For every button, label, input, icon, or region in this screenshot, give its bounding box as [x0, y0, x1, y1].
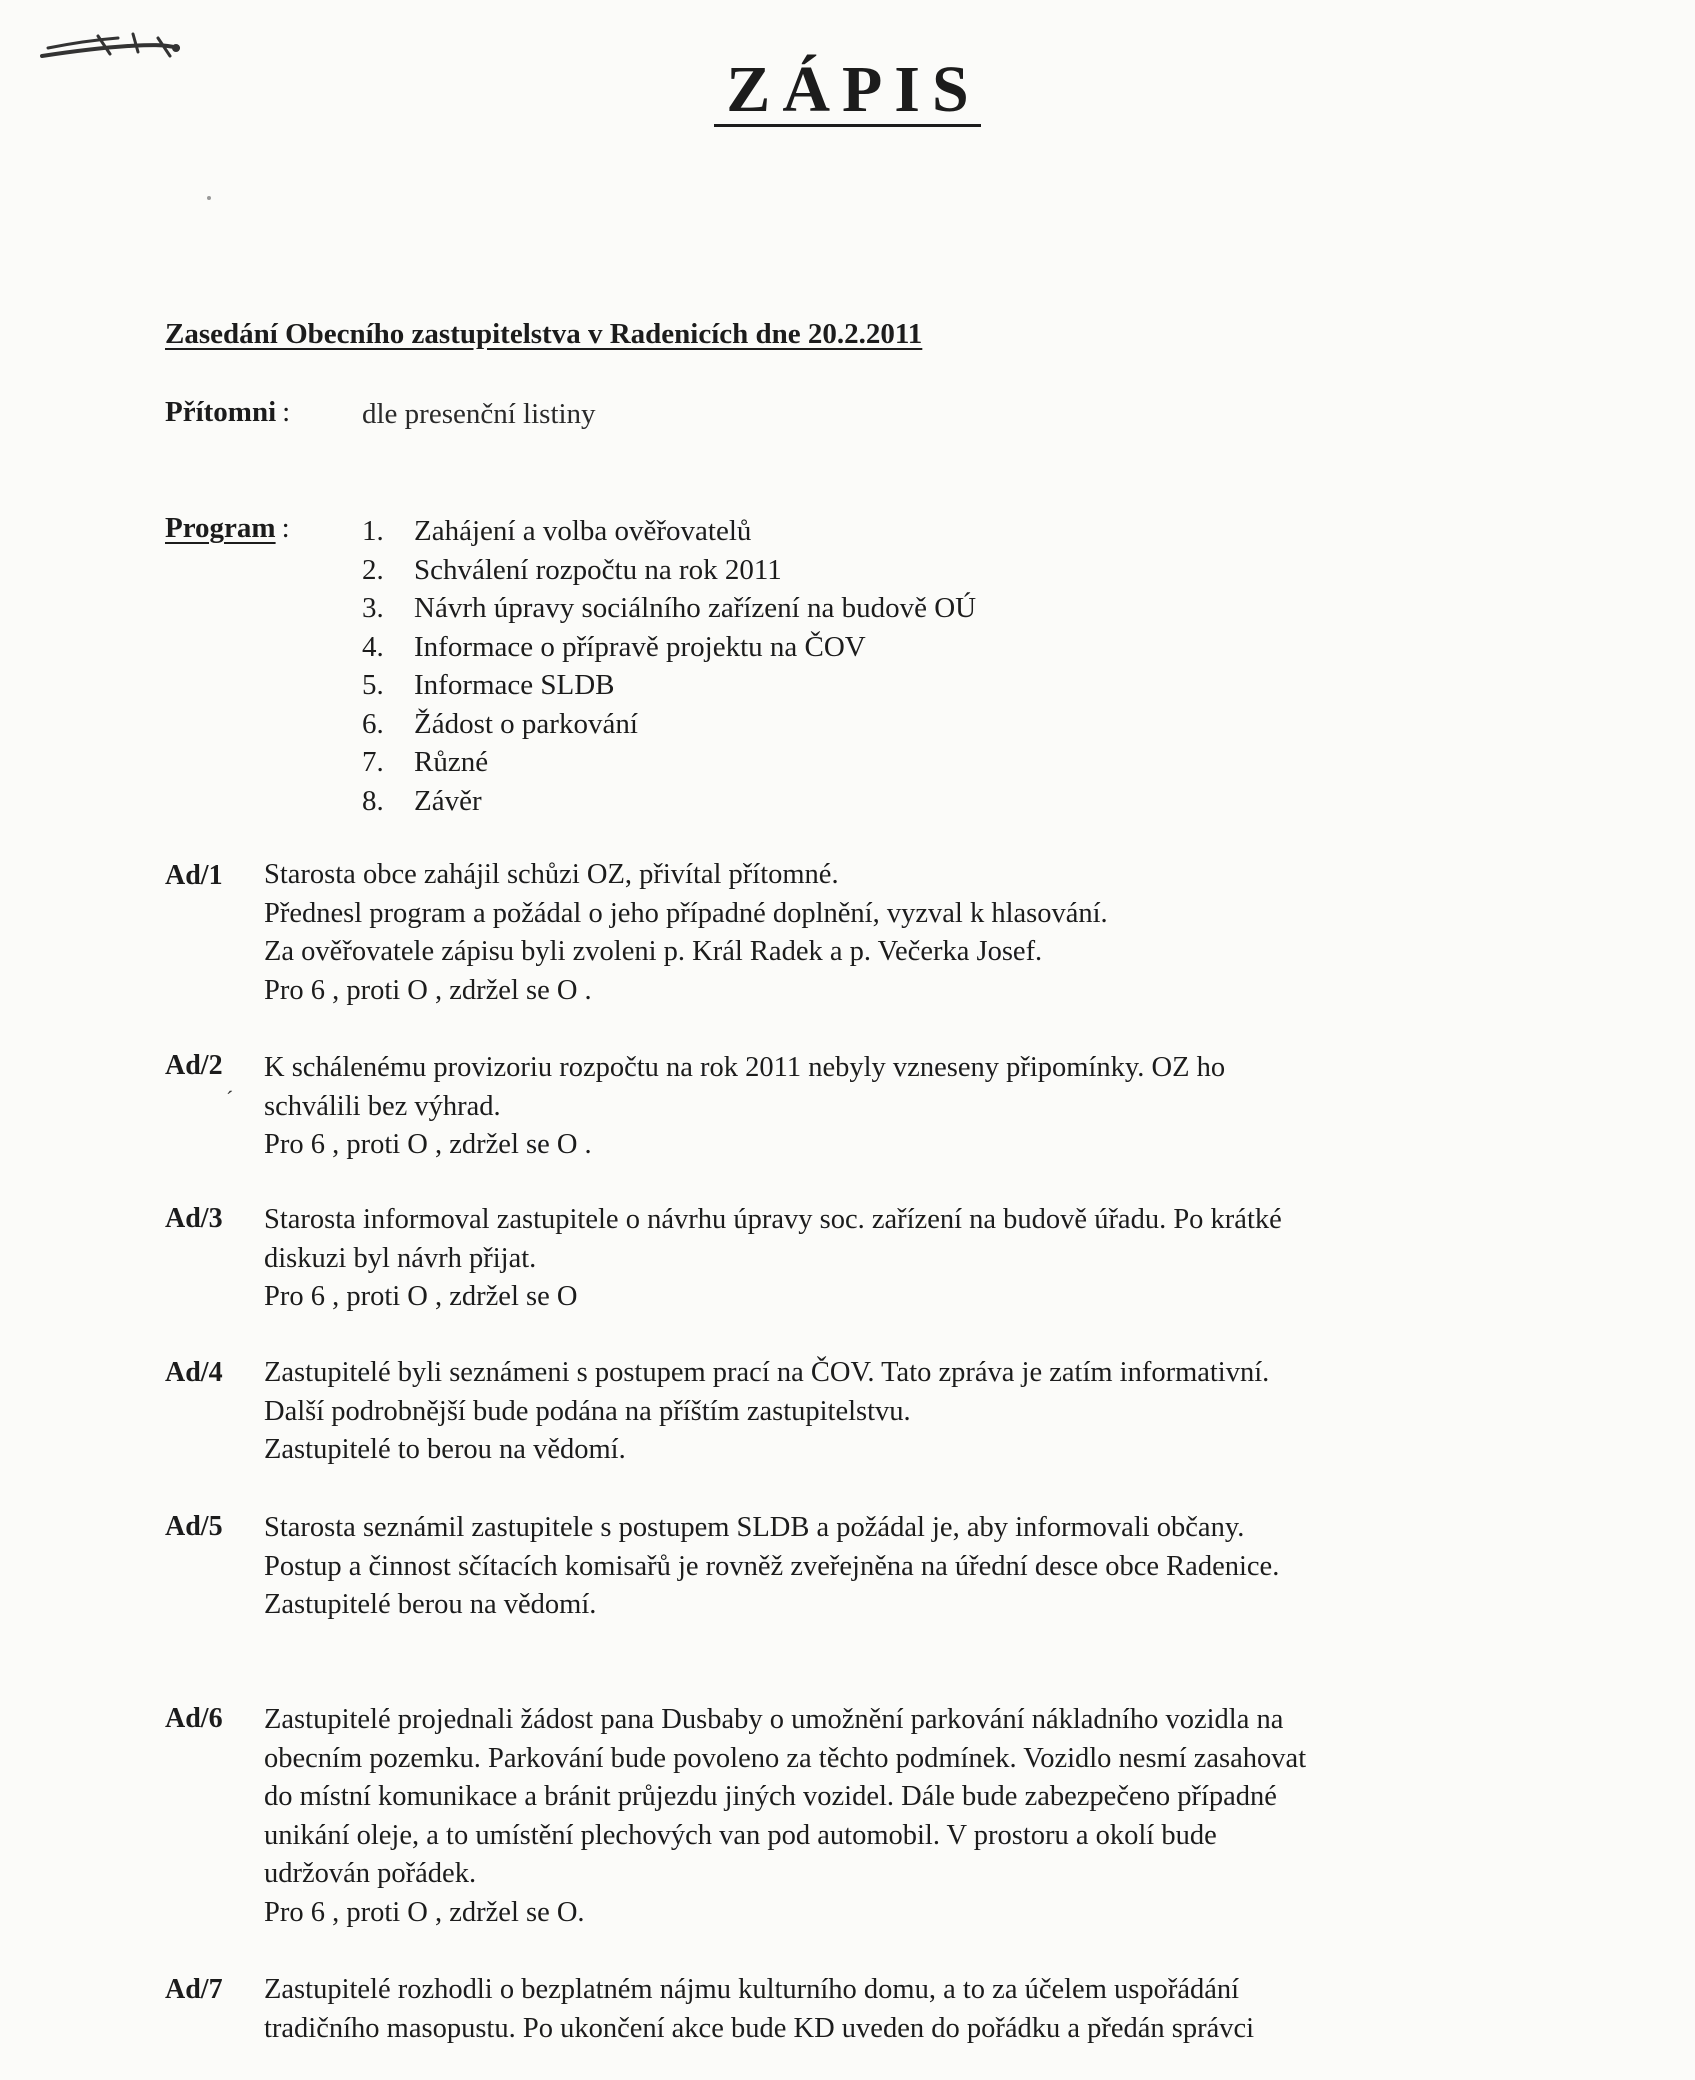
program-item: 1. Zahájení a volba ověřovatelů [362, 515, 752, 547]
program-item: 2. Schválení rozpočtu na rok 2011 [362, 553, 782, 586]
program-item: 4. Informace o přípravě projektu na ČOV [362, 630, 866, 663]
document-title: ZÁPIS [0, 52, 1695, 128]
section-label-ad2: Ad/2 [165, 1050, 223, 1081]
section-label-ad5: Ad/5 [165, 1511, 223, 1542]
section-label-ad3: Ad/3 [165, 1203, 223, 1234]
section-text-ad7: Zastupitelé rozhodli o bezplatném nájmu kulturního domu, a to za účelem uspořádání tradičního masopustu. Po ukončení akce bude KD uveden do pořádku a předán správci [264, 1974, 1255, 2044]
present-label: Přítomni : [165, 396, 291, 428]
section-text-ad2: K schálenému provizoriu rozpočtu na rok 2011 nebyly vzneseny připomínky. OZ ho schválili bez výhrad. Pro 6 , proti O , zdržel se O . [264, 1052, 1226, 1160]
program-item: 3. Návrh úpravy sociálního zařízení na budově OÚ [362, 592, 977, 624]
section-text-ad4: Zastupitelé byli seznámeni s postupem prací na ČOV. Tato zpráva je zatím informativní. Další podrobnější bude podána na příštím zastupitelstvu. Zastupitelé to berou na vědomí. [264, 1357, 1270, 1465]
section-label-ad1: Ad/1 [165, 860, 223, 891]
program-item: 7. Různé [362, 746, 489, 778]
section-label-ad6: Ad/6 [165, 1703, 223, 1734]
program-item: 8. Závěr [362, 784, 482, 817]
section-text-ad5: Starosta seznámil zastupitele s postupem SLDB a požádal je, aby informovali občany. Postup a činnost sčítacích komisařů je rovněž zveřejněna na úřední desce obce Radenice. Zastupitelé berou na vědomí. [264, 1512, 1280, 1620]
section-label-ad7: Ad/7 [165, 1974, 223, 2005]
present-value: dle presenční listiny [362, 398, 596, 430]
section-label-ad4: Ad/4 [165, 1357, 223, 1388]
section-text-ad1: Starosta obce zahájil schůzi OZ, přivítal přítomné. Přednesl program a požádal o jeho případné doplnění, vyzval k hlasování. Za ověřovatele zápisu byli zvoleni p. Král Radek a p. Večerka Josef. Pro 6 , proti O , zdržel se O . [264, 859, 1108, 1006]
program-item: 5. Informace SLDB [362, 669, 615, 701]
program-item: 6. Žádost o parkování [362, 707, 638, 740]
section-text-ad6: Zastupitelé projednali žádost pana Dusbaby o umožnění parkování nákladního vozidla na obecním pozemku. Parkování bude povoleno za těchto podmínek. Vozidlo nesmí zasahovat do místní komunikace a bránit průjezdu jiných vozidel. Dále bude zabezpečeno případné unikání oleje, a to umístění plechových van pod automobil. V prostoru a okolí bude udržován pořádek. Pro 6 , proti O , zdržel se O. [264, 1704, 1307, 1928]
program-list [362, 512, 976, 820]
margin-tick-mark: ´ [226, 1086, 234, 1111]
section-text-ad3: Starosta informoval zastupitele o návrhu úpravy soc. zařízení na budově úřadu. Po krátké diskuzi byl návrh přijat. Pro 6 , proti O , zdržel se O [264, 1204, 1282, 1312]
program-label: Program : [165, 512, 290, 544]
scan-speck [207, 196, 211, 200]
meeting-heading: Zasedání Obecního zastupitelstva v Radenicích dne 20.2.2011 [165, 318, 923, 350]
